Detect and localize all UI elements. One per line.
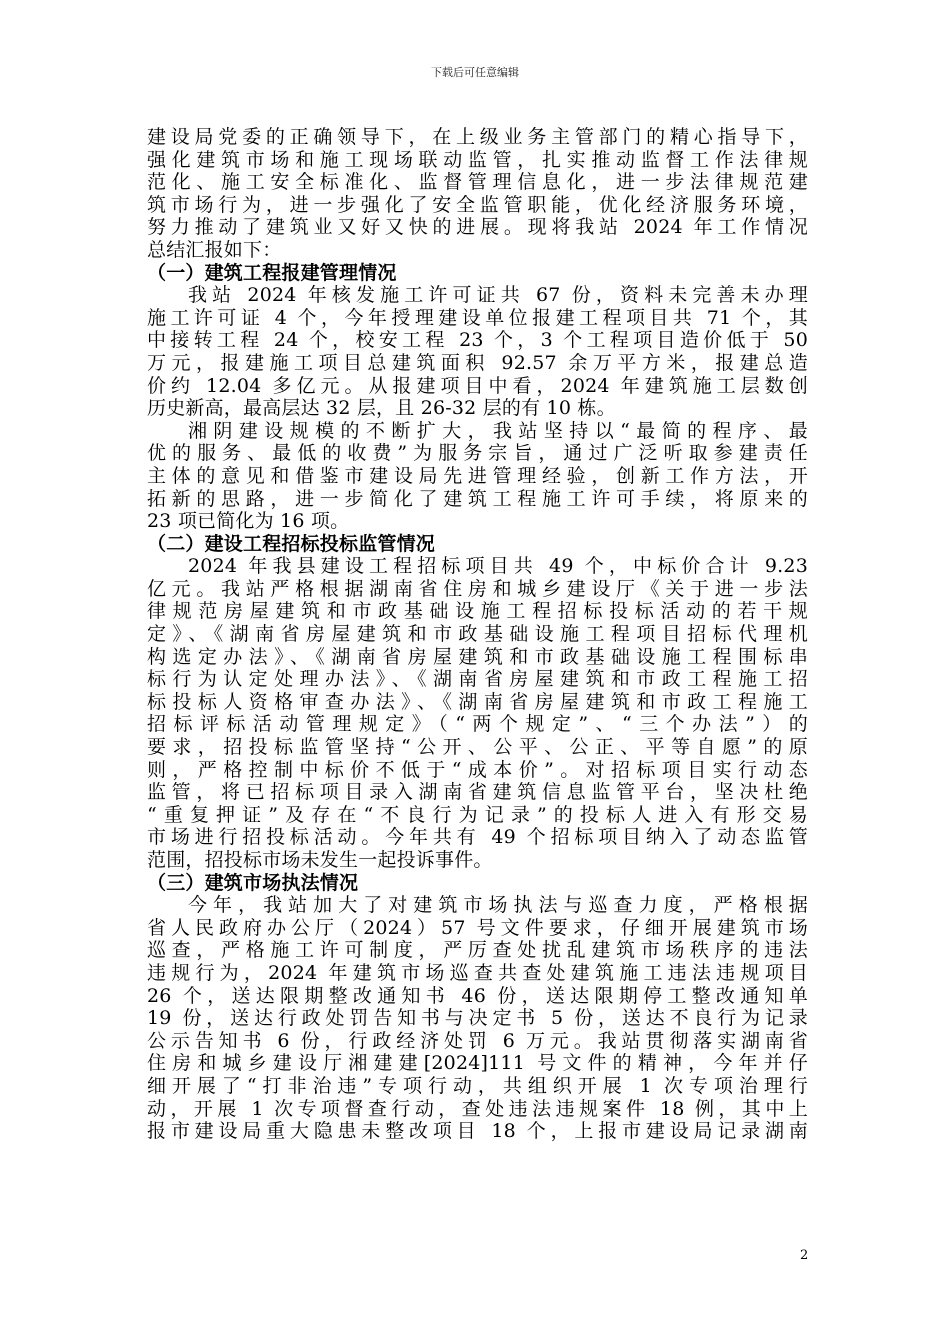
section-heading: （一）建筑工程报建管理情况: [147, 261, 397, 284]
text-line: 定》、《湖南省房屋建筑和市政基础设施工程项目招标代理机: [147, 623, 808, 646]
section-heading: （二）建设工程招标投标监管情况: [147, 532, 436, 555]
text-line: 我站 2024 年核发施工许可证共 67 份，资料未完善未办理: [188, 284, 808, 307]
text-line: 范化、施工安全标准化、监督管理信息化，进一步法律规范建: [147, 171, 808, 194]
text-line: 范围，招投标市场未发生一起投诉事件。: [147, 849, 493, 871]
text-line: 监管，将已招标项目录入湖南省建筑信息监管平台，坚决杜绝: [147, 781, 808, 804]
text-line: 今年，我站加大了对建筑市场执法与巡查力度，严格根据: [188, 894, 808, 917]
text-line: 湘阴建设规模的不断扩大，我站坚持以“最简的程序、最: [188, 419, 808, 442]
text-line: 优的服务、最低的收费”为服务宗旨，通过广泛听取参建责任: [147, 442, 808, 465]
text-line: 动，开展 1 次专项督查行动，查处违法违规案件 18 例，其中上: [147, 1097, 808, 1120]
text-line: 细开展了“打非治违”专项行动，共组织开展 1 次专项治理行: [147, 1074, 808, 1097]
text-line: 2024 年我县建设工程招标项目共 49 个，中标价合计 9.23: [188, 555, 808, 578]
document-body: [147, 126, 808, 1143]
section-heading: （三）建筑市场执法情况: [147, 871, 359, 894]
text-line: 中接转工程 24 个，校安工程 23 个，3 个工程项目造价低于 50: [147, 329, 808, 352]
text-line: 主体的意见和借鉴市建设局先进管理经验，创新工作方法，开: [147, 464, 808, 487]
text-line: “重复押证”及存在“不良行为记录”的投标人进入有形交易: [147, 803, 808, 826]
text-line: 26 个，送达限期整改通知书 46 份，送达限期停工整改通知单: [147, 984, 808, 1007]
text-line: 标投标人资格审查办法》、《湖南省房屋建筑和市政工程施工: [147, 690, 808, 713]
text-line: 施工许可证 4 个，今年授理建设单位报建工程项目共 71 个，其: [147, 306, 808, 329]
page-number: 2: [800, 1248, 809, 1263]
text-line: 强化建筑市场和施工现场联动监管，扎实推动监督工作法律规: [147, 148, 808, 171]
text-line: 招标评标活动管理规定》（“两个规定”、“三个办法”）的: [147, 713, 808, 736]
text-line: 总结汇报如下：: [147, 238, 282, 261]
text-line: 筑市场行为，进一步强化了安全监管职能，优化经济服务环境，: [147, 193, 808, 216]
text-line: 省人民政府办公厅（2024）57 号文件要求，仔细开展建筑市场: [147, 916, 808, 939]
text-line: 标行为认定处理办法》、《湖南省房屋建筑和市政工程施工招: [147, 668, 808, 691]
text-line: 23 项已简化为 16 项。: [147, 510, 350, 533]
text-line: 拓新的思路，进一步简化了建筑工程施工许可手续，将原来的: [147, 487, 808, 510]
text-line: 历史新高，最高层达 32 层，且 26-32 层的有 10 栋。: [147, 397, 616, 420]
text-line: 亿元。我站严格根据湖南省住房和城乡建设厅《关于进一步法: [147, 577, 808, 600]
text-line: 公示告知书 6 份，行政经济处罚 6 万元。我站贯彻落实湖南省: [147, 1029, 808, 1052]
page-header: 下载后可任意编辑: [431, 66, 519, 79]
text-line: 要求，招投标监管坚持“公开、公平、公正、平等自愿”的原: [147, 736, 808, 759]
text-line: 价约 12.04 多亿元。从报建项目中看，2024 年建筑施工层数创: [147, 374, 808, 397]
text-line: 19 份，送达行政处罚告知书与决定书 5 份，送达不良行为记录: [147, 1007, 808, 1030]
text-line: 住房和城乡建设厅湘建建[2024]111 号文件的精神，今年并仔: [147, 1052, 808, 1075]
text-line: 违规行为，2024 年建筑市场巡查共查处建筑施工违法违规项目: [147, 961, 808, 984]
text-line: 巡查，严格施工许可制度，严厉查处扰乱建筑市场秩序的违法: [147, 939, 808, 962]
text-line: 建设局党委的正确领导下，在上级业务主管部门的精心指导下，: [147, 126, 808, 148]
text-line: 报市建设局重大隐患未整改项目 18 个，上报市建设局记录湖南: [147, 1120, 808, 1143]
text-line: 努力推动了建筑业又好又快的进展。现将我站 2024 年工作情况: [147, 216, 808, 239]
text-line: 律规范房屋建筑和市政基础设施工程招标投标活动的若干规: [147, 600, 808, 623]
text-line: 市场进行招投标活动。今年共有 49 个招标项目纳入了动态监管: [147, 826, 808, 849]
text-line: 则，严格控制中标价不低于“成本价”。对招标项目实行动态: [147, 758, 808, 781]
text-line: 构选定办法》、《湖南省房屋建筑和市政基础设施工程围标串: [147, 645, 808, 668]
text-line: 万元，报建施工项目总建筑面积 92.57 余万平方米，报建总造: [147, 351, 808, 374]
